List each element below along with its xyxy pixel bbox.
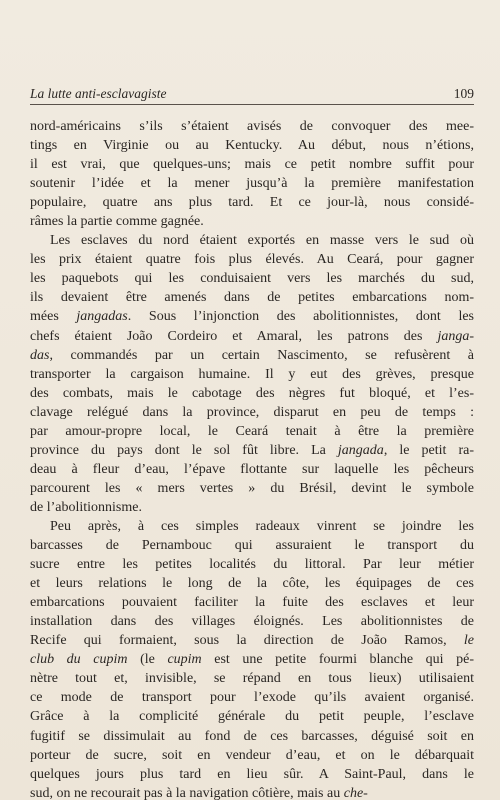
text-line: Peu après, à ces simples radeaux vinrent se joindre les [50, 518, 474, 534]
text-line: parcourent les « mers vertes » du Brésil, devint le symbole [30, 480, 474, 496]
running-title: La lutte anti-esclavagiste [30, 86, 167, 101]
text-line: les prix étaient quatre fois plus élevés. Au Ceará, pour gagner [30, 252, 474, 268]
text-line: ils devaient être amenés dans de petites embarcations nom- [30, 290, 474, 306]
text-line: nord-américains s’ils s’étaient avisés de convoquer des mee- [30, 119, 474, 134]
paragraph [30, 517, 474, 800]
text-line: il est vrai, que quelques-uns; mais ce petit nombre suffit pour [30, 157, 474, 173]
text-line: par amour-propre local, le Ceará tenait à être la première [30, 423, 474, 439]
text-line: chefs étaient João Cordeiro et Amaral, les patrons des janga- [30, 328, 474, 344]
text-line: les paquebots qui les conduisaient vers les marchés du sud, [30, 271, 474, 287]
page-number: 109 [453, 86, 474, 101]
header-rule [30, 104, 474, 105]
paragraph [30, 231, 474, 517]
text-line: tings en Virginie ou au Kentucky. Au début, nous n’étions, [30, 138, 474, 154]
paragraph [30, 117, 474, 231]
text-line: fugitif se dissimulait au fond de ces barcasses, déguisé soit en [30, 728, 474, 744]
text-line: porteur de sucre, soit en vendeur d’eau, et on le débarquait [30, 747, 474, 763]
text-line: des combats, mais le cabotage des nègres fut bloqué, et l’es- [30, 385, 474, 401]
text-line: ce mode de transport pour l’exode qu’ils avaient organisé. [30, 690, 474, 706]
body-text [30, 117, 474, 800]
text-line: sud, on ne recourait pas à la navigation côtière, mais au che- [30, 785, 368, 800]
text-line: das, commandés par un certain Nascimento, se refusèrent à [30, 347, 474, 363]
text-line: club du cupim (le cupim est une petite fourmi blanche qui pé- [30, 652, 474, 668]
text-line: de l’abolitionnisme. [30, 499, 142, 515]
text-line: Les esclaves du nord étaient exportés en masse vers le sud où [50, 233, 474, 249]
text-line: râmes la partie comme gagnée. [30, 214, 204, 230]
text-line: soutenir l’idée et la mener jusqu’à la première manifestation [30, 176, 474, 192]
text-line: province du pays dont le sol fût libre. La jangada, le petit ra- [30, 442, 474, 458]
running-header [30, 84, 474, 102]
text-line: sucre entre les petites localités du littoral. Par leur métier [30, 557, 474, 573]
text-line: installation dans des villages éloignés. Les abolitionnistes de [30, 614, 474, 630]
text-line: nètre tout et, invisible, se répand en tous lieux) utilisaient [30, 671, 474, 687]
text-line: Grâce à la complicité générale du petit peuple, l’esclave [30, 709, 474, 725]
text-line: transporter la cargaison humaine. Il y eut des grèves, presque [30, 366, 474, 382]
text-line: quelques jours plus tard en lieu sûr. A Saint-Paul, dans le [30, 766, 474, 782]
text-line: mées jangadas. Sous l’injonction des abolitionnistes, dont les [30, 309, 474, 325]
text-line: clavage relégué dans la province, disparut en peu de temps : [30, 404, 474, 420]
text-line: embarcations pouvaient faciliter la fuite des esclaves et leur [30, 595, 474, 611]
text-line: deau à fleur d’eau, l’épave flottante sur laquelle les pêcheurs [30, 461, 474, 477]
text-line: et leurs relations le long de la côte, les équipages de ces [30, 576, 474, 592]
text-line: barcasses de Pernambouc qui assuraient le transport du [30, 538, 474, 554]
text-line: populaire, quatre ans plus tard. Et ce jour-là, nous considé- [30, 195, 474, 211]
text-line: Recife qui formaient, sous la direction de João Ramos, le [30, 633, 474, 649]
